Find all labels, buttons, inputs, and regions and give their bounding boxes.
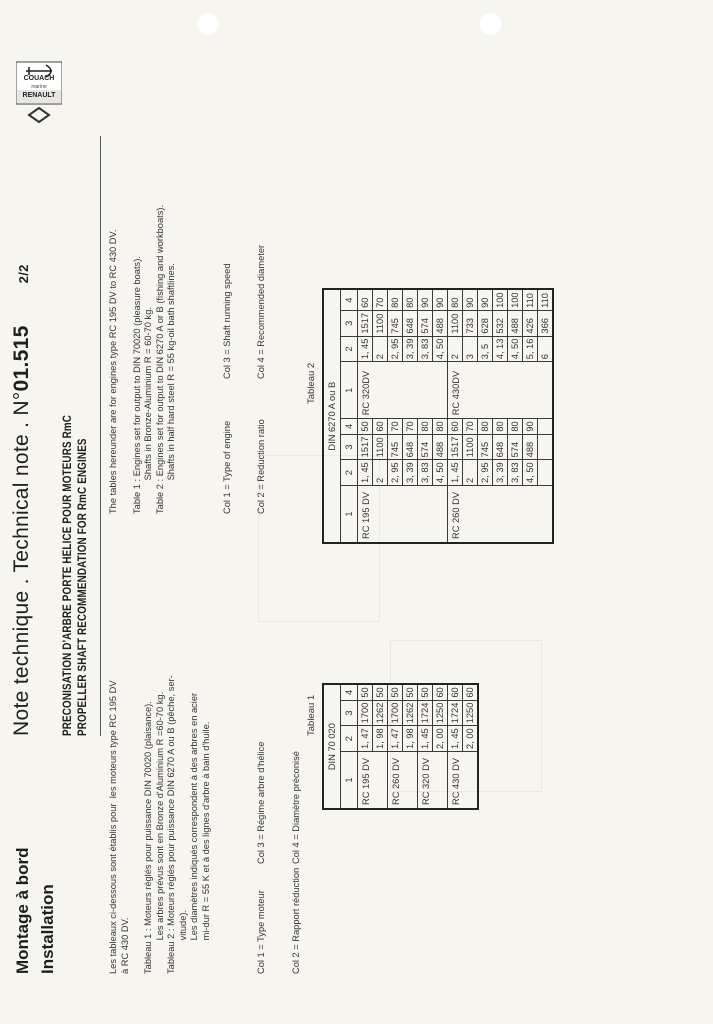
- engine-cell: RC 320 DV: [418, 752, 448, 810]
- column-header-row: [341, 684, 358, 809]
- speed-cell: 1100: [373, 434, 388, 460]
- column-header-2: 2: [341, 460, 358, 486]
- column-header-4: 4: [341, 419, 358, 434]
- en-legend-left: Col 1 = Type of engine Col 2 = Reduction ratio: [221, 419, 266, 514]
- ratio-cell: [538, 460, 554, 486]
- ratio-cell: 4, 50: [523, 460, 538, 486]
- speed-cell: 1724: [448, 700, 463, 726]
- column-header-1: 1: [341, 486, 358, 544]
- column-header-2: 2: [341, 726, 358, 752]
- ratio-cell: 3, 39: [403, 460, 418, 486]
- speed-cell: 1262: [403, 700, 418, 726]
- ratio-cell: 3, 39: [403, 336, 418, 362]
- fr-legend-left: Col 1 = Type moteur Col 2 = Rapport réduction: [256, 867, 301, 974]
- speed-cell: 1517: [358, 434, 373, 460]
- engine-cell: RC 320DV: [358, 362, 448, 419]
- en-legend-right: Col 3 = Shaft running speed Col 4 = Recommended diameter: [221, 244, 266, 379]
- speed-cell: 1262: [373, 700, 388, 726]
- speed-cell: 1100: [448, 310, 463, 336]
- speed-cell: 1517: [448, 434, 463, 460]
- ratio-cell: 4, 50: [508, 336, 523, 362]
- diameter-cell: 100: [508, 289, 523, 310]
- diameter-cell: 70: [388, 419, 403, 434]
- diameter-cell: 60: [448, 419, 463, 434]
- speed-cell: 1100: [463, 434, 478, 460]
- diameter-cell: 50: [373, 684, 388, 700]
- column-header-2: 2: [341, 336, 358, 362]
- column-header-4: 4: [341, 289, 358, 310]
- diameter-cell: 80: [403, 289, 418, 310]
- diameter-cell: 90: [463, 289, 478, 310]
- ratio-cell: 2, 00: [433, 726, 448, 752]
- ratio-cell: 4, 50: [433, 460, 448, 486]
- diameter-cell: 110: [538, 289, 554, 310]
- diameter-cell: 50: [418, 684, 433, 700]
- note-title-text: Note technique . Technical note . N°: [10, 391, 33, 736]
- headline-fr: PRECONISATION D'ARBRE PORTE HELICE POUR MOTEURS RmC: [60, 414, 74, 736]
- diameter-cell: 80: [388, 289, 403, 310]
- din-row: [323, 289, 341, 543]
- ratio-cell: 1, 47: [388, 726, 403, 752]
- diameter-cell: 60: [373, 419, 388, 434]
- ratio-cell: 2, 00: [463, 726, 479, 752]
- din-cell: DIN 6270 A ou B: [323, 289, 341, 543]
- diameter-cell: 50: [358, 684, 373, 700]
- logo-text-renault: RENAULT: [22, 92, 56, 99]
- column-header-1: 1: [341, 362, 358, 419]
- speed-cell: 488: [523, 434, 538, 460]
- ratio-cell: 3, 83: [508, 460, 523, 486]
- renault-couach-logo: [16, 48, 62, 126]
- column-header-1: 1: [341, 752, 358, 810]
- diameter-cell: 70: [463, 419, 478, 434]
- speed-cell: 488: [508, 310, 523, 336]
- page-number: 2/2: [16, 264, 31, 284]
- ratio-cell: 3, 39: [493, 460, 508, 486]
- speed-cell: 648: [403, 434, 418, 460]
- speed-cell: 648: [493, 434, 508, 460]
- diameter-cell: 90: [418, 289, 433, 310]
- ratio-cell: 1, 45: [448, 726, 463, 752]
- speed-cell: 745: [388, 434, 403, 460]
- logo-text-couach: COUACH: [23, 75, 55, 82]
- ratio-cell: 5, 16: [523, 336, 538, 362]
- diameter-cell: 80: [433, 419, 448, 434]
- logo-text-marine: marine: [31, 84, 47, 90]
- diameter-cell: 50: [358, 419, 373, 434]
- diameter-cell: 90: [478, 289, 493, 310]
- engine-cell: RC 430 DV: [448, 752, 479, 810]
- din-row: [323, 684, 341, 809]
- speed-cell: 488: [433, 310, 448, 336]
- speed-cell: 745: [388, 310, 403, 336]
- diameter-cell: 60: [358, 289, 373, 310]
- ratio-cell: 2: [373, 336, 388, 362]
- english-text: The tables hereunder are for engines type RC 195 DV to RC 430 DV. Table 1 : Engines set for output to DIN 70020 (pleasure boats). Shafts in Bronze-Aluminium R = 60-70 kg. Table 2 : Engines set for output to DIN 6270 A or B (fishing and workboats). Shafts in half hard steel R = 55 kg-oil bath shaftlines. Col 1 = Type of engine Col 2 = Reduction ratio Col 3 = Shaft running speed Col 4 = Recommended diameter: [108, 205, 223, 514]
- ratio-cell: 4, 13: [493, 336, 508, 362]
- speed-cell: 1250: [463, 700, 479, 726]
- ratio-cell: 2, 95: [388, 460, 403, 486]
- ratio-cell: 2: [463, 460, 478, 486]
- ratio-cell: 3: [463, 336, 478, 362]
- table1-caption: Tableau 1: [306, 694, 317, 736]
- diameter-cell: 90: [523, 419, 538, 434]
- engine-cell: RC 195 DV: [358, 486, 448, 544]
- speed-cell: 1724: [418, 700, 433, 726]
- note-number: 01.515: [10, 325, 33, 392]
- speed-cell: 574: [418, 310, 433, 336]
- speed-cell: 1250: [433, 700, 448, 726]
- diameter-cell: 110: [523, 289, 538, 310]
- ratio-cell: 1, 98: [373, 726, 388, 752]
- ratio-cell: 1, 45: [358, 460, 373, 486]
- ratio-cell: 3, 5: [478, 336, 493, 362]
- speed-cell: 366: [538, 310, 554, 336]
- ratio-cell: 4, 50: [433, 336, 448, 362]
- diameter-cell: 90: [433, 289, 448, 310]
- diameter-cell: 100: [493, 289, 508, 310]
- diameter-cell: 80: [418, 419, 433, 434]
- speed-cell: 1700: [358, 700, 373, 726]
- speed-cell: 574: [418, 434, 433, 460]
- column-header-row: [341, 289, 358, 543]
- diameter-cell: 70: [403, 419, 418, 434]
- ratio-cell: 1, 45: [418, 726, 433, 752]
- engine-cell: RC 260 DV: [388, 752, 418, 810]
- speed-cell: 532: [493, 310, 508, 336]
- diameter-cell: 70: [373, 289, 388, 310]
- speed-cell: 628: [478, 310, 493, 336]
- column-header-3: 3: [341, 700, 358, 726]
- table-row: [448, 289, 463, 543]
- table-row: [418, 684, 433, 809]
- ratio-cell: 1, 98: [403, 726, 418, 752]
- ratio-cell: 1, 45: [448, 460, 463, 486]
- engine-cell: RC 195 DV: [358, 752, 388, 810]
- diameter-cell: 80: [493, 419, 508, 434]
- engine-cell: RC 260 DV: [448, 486, 554, 544]
- ratio-cell: 2, 95: [388, 336, 403, 362]
- table-row: [388, 684, 403, 809]
- diameter-cell: 60: [433, 684, 448, 700]
- column-header-3: 3: [341, 310, 358, 336]
- table2: [322, 288, 554, 544]
- speed-cell: 488: [433, 434, 448, 460]
- diameter-cell: 80: [508, 419, 523, 434]
- diameter-cell: 80: [448, 289, 463, 310]
- ratio-cell: 3, 83: [418, 460, 433, 486]
- column-header-4: 4: [341, 684, 358, 700]
- ratio-cell: 2: [448, 336, 463, 362]
- speed-cell: 745: [478, 434, 493, 460]
- ratio-cell: 1, 47: [358, 726, 373, 752]
- diameter-cell: 50: [388, 684, 403, 700]
- din-cell: DIN 70 020: [323, 684, 341, 809]
- table-row: [358, 289, 373, 543]
- table2-caption: Tableau 2: [306, 362, 317, 404]
- french-text: Les tableaux ci-dessous sont établis pour les moteurs type RC 195 DV à RC 430 DV. Tableau 1 : Moteurs réglés pour puissance DIN 70020 (plaisance). Les arbres prévus sont en Bronze d'Aluminium R =60-70 kg. Tableau 2 : Moteurs réglés pour puissance DIN 6270 A ou B (pêche, ser- vitude). Les diamètres indiqués correspondent à des arbres en acier mi-dur R = 55 K et à des lignes d'arbre à bain d'huile. Col 1 = Type moteur Col 2 = Rapport réduction Col 3 = Régime arbre d'hélice Col 4 = Diamètre préconisé: [108, 675, 257, 974]
- diameter-cell: 60: [448, 684, 463, 700]
- table-row: [448, 684, 463, 809]
- table-row: [358, 684, 373, 809]
- header-rule: [100, 136, 101, 736]
- ratio-cell: 6: [538, 336, 554, 362]
- speed-cell: 1517: [358, 310, 373, 336]
- speed-cell: 733: [463, 310, 478, 336]
- section-subtitle: Installation: [38, 884, 57, 974]
- speed-cell: 426: [523, 310, 538, 336]
- table1: [322, 683, 479, 810]
- column-header-3: 3: [341, 434, 358, 460]
- ratio-cell: 1, 45: [358, 336, 373, 362]
- engine-cell: RC 430DV: [448, 362, 554, 419]
- speed-cell: 1700: [388, 700, 403, 726]
- ratio-cell: 2: [373, 460, 388, 486]
- headline-en: PROPELLER SHAFT RECOMMENDATION FOR RmC ENGINES: [75, 438, 89, 736]
- speed-cell: 574: [508, 434, 523, 460]
- speed-cell: 1100: [373, 310, 388, 336]
- speed-cell: 648: [403, 310, 418, 336]
- ratio-cell: 2, 95: [478, 460, 493, 486]
- note-title: [10, 264, 34, 736]
- fr-legend-right: Col 3 = Régime arbre d'hélice Col 4 = Diamètre préconisé: [256, 741, 301, 864]
- diameter-cell: 50: [403, 684, 418, 700]
- diameter-cell: 80: [478, 419, 493, 434]
- ratio-cell: 3, 83: [418, 336, 433, 362]
- speed-cell: [538, 434, 554, 460]
- diameter-cell: [538, 419, 554, 434]
- section-title: Montage à bord: [13, 847, 32, 974]
- diameter-cell: 60: [463, 684, 479, 700]
